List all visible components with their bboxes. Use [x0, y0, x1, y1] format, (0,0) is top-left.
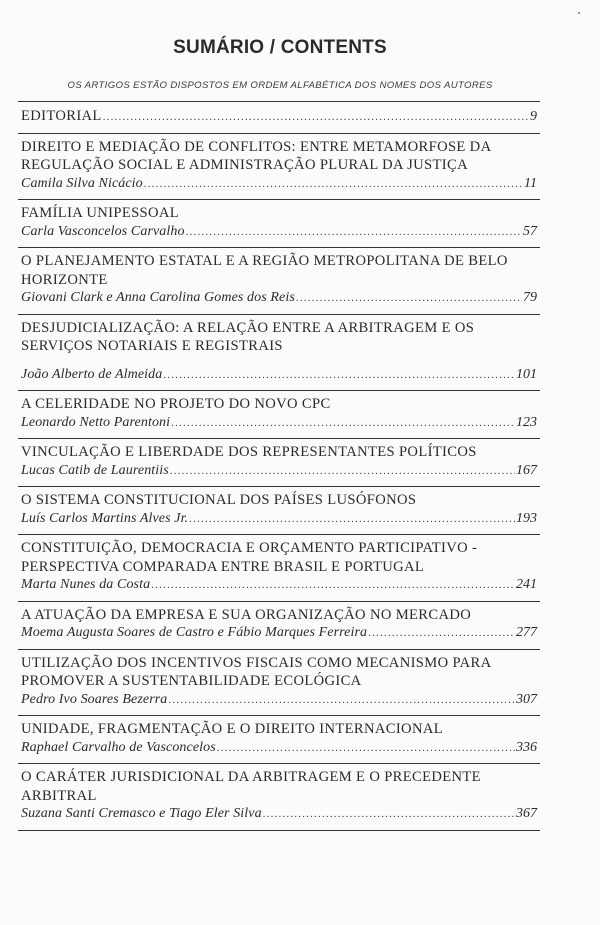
toc-page-number: 79 [523, 290, 537, 305]
toc-entry-editorial[interactable] [18, 103, 540, 134]
scan-speck [578, 12, 580, 14]
toc-entry-author: João Alberto de Almeida [21, 366, 163, 382]
toc-entry[interactable] [18, 248, 540, 315]
leader-dots [368, 624, 515, 643]
toc-leader-line [21, 107, 537, 127]
leader-dots [296, 289, 522, 308]
toc-page-number: 101 [516, 366, 537, 382]
toc-entry-title: UTILIZAÇÃO DOS INCENTIVOS FISCAIS COMO MECANISMO PARA PROMOVER A SUSTENTABILIDADE ECOLÓGICA [21, 654, 491, 689]
toc-entry[interactable] [18, 391, 540, 439]
leader-dots [263, 805, 515, 824]
toc-entry-title: EDITORIAL [21, 108, 102, 124]
toc-leader-line [21, 175, 537, 194]
toc-entry[interactable] [18, 487, 540, 535]
toc-page-number: 336 [516, 739, 537, 755]
toc-leader-line [21, 462, 537, 481]
toc-leader-line [21, 805, 537, 824]
toc-page-number: 277 [516, 625, 537, 640]
toc-entry-title: FAMÍLIA UNIPESSOAL [21, 205, 180, 221]
toc-entry-title: DIREITO E MEDIAÇÃO DE CONFLITOS: ENTRE METAMORFOSE DA REGULAÇÃO SOCIAL E ADMINISTRAÇÃO PLURAL DA JUSTIÇA [21, 138, 491, 173]
toc-entry-title: A CELERIDADE NO PROJETO DO NOVO CPC [21, 396, 331, 412]
toc-page-number: 9 [530, 109, 537, 124]
toc-entry-author: Luís Carlos Martins Alves Jr. [21, 510, 189, 526]
toc-leader-line [21, 576, 537, 595]
toc-entry-author: Lucas Catib de Laurentiis [21, 462, 169, 478]
toc-entry-author: Carla Vasconcelos Carvalho [21, 223, 185, 239]
leader-dots [163, 366, 515, 385]
leader-dots [189, 510, 515, 529]
table-of-contents [18, 103, 540, 831]
toc-leader-line [21, 366, 537, 385]
toc-entry[interactable] [18, 315, 540, 392]
leader-dots [171, 414, 515, 433]
toc-page-number: 367 [516, 806, 537, 821]
toc-entry-title: A ATUAÇÃO DA EMPRESA E SUA ORGANIZAÇÃO NO MERCADO [21, 606, 472, 623]
leader-dots [151, 576, 515, 595]
toc-entry[interactable] [18, 650, 540, 717]
toc-leader-line [21, 223, 537, 242]
toc-entry[interactable] [18, 602, 540, 650]
toc-entry-author: Marta Nunes da Costa [21, 577, 151, 592]
leader-dots [186, 223, 522, 242]
toc-entry-author: Raphael Carvalho de Vasconcelos [21, 739, 216, 755]
toc-leader-line [21, 414, 537, 433]
toc-entry[interactable] [18, 764, 540, 831]
toc-entry-author: Pedro Ivo Soares Bezerra [21, 691, 168, 707]
page-title: SUMÁRIO / CONTENTS [173, 37, 387, 58]
toc-entry-author: Giovani Clark e Anna Carolina Gomes dos Reis [21, 290, 295, 305]
toc-page-number: 307 [516, 691, 537, 707]
toc-entry-title: O SISTEMA CONSTITUCIONAL DOS PAÍSES LUSÓFONOS [21, 492, 417, 508]
top-rule [18, 101, 540, 102]
toc-page-number: 241 [516, 577, 537, 592]
toc-entry-title: CONSTITUIÇÃO, DEMOCRACIA E ORÇAMENTO PARTICIPATIVO - PERSPECTIVA COMPARADA ENTRE BRASIL E PORTUGAL [21, 540, 478, 575]
toc-page-number: 57 [523, 223, 537, 239]
toc-entry-title: O CARÁTER JURISDICIONAL DA ARBITRAGEM E O PRECEDENTE ARBITRAL [21, 769, 481, 804]
toc-page-number: 167 [516, 462, 537, 478]
toc-entry-author: Moema Augusta Soares de Castro e Fábio Marques Ferreira [21, 625, 368, 640]
toc-entry-author: Leonardo Netto Parentoni [21, 414, 171, 430]
toc-leader-line [21, 691, 537, 710]
toc-entry[interactable] [18, 200, 540, 248]
spacer [21, 356, 537, 366]
toc-entry-title: DESJUDICIALIZAÇÃO: A RELAÇÃO ENTRE A ARBITRAGEM E OS SERVIÇOS NOTARIAIS E REGISTRAIS [21, 319, 475, 354]
toc-page-number: 123 [516, 414, 537, 430]
toc-entry[interactable] [18, 439, 540, 487]
leader-dots [217, 739, 515, 758]
toc-entry[interactable] [18, 134, 540, 201]
toc-entry-author: Camila Silva Nicácio [21, 175, 143, 191]
toc-entry[interactable] [18, 716, 540, 764]
toc-leader-line [21, 510, 537, 529]
toc-leader-line [21, 289, 537, 308]
toc-page-number: 193 [516, 510, 537, 526]
toc-leader-line [21, 739, 537, 758]
toc-leader-line [21, 624, 537, 643]
leader-dots [144, 175, 523, 194]
leader-dots [170, 462, 515, 481]
toc-page-number: 11 [524, 175, 537, 191]
leader-dots [168, 691, 515, 710]
toc-entry-title: O PLANEJAMENTO ESTATAL E A REGIÃO METROPOLITANA DE BELO HORIZONTE [21, 253, 508, 288]
leader-dots [103, 108, 529, 127]
page-subtitle: OS ARTIGOS ESTÃO DISPOSTOS EM ORDEM ALFABÉTICA DOS NOMES DOS AUTORES [67, 80, 493, 91]
toc-entry-title: UNIDADE, FRAGMENTAÇÃO E O DIREITO INTERNACIONAL [21, 721, 443, 737]
toc-entry-title: VINCULAÇÃO E LIBERDADE DOS REPRESENTANTES POLÍTICOS [21, 444, 477, 460]
toc-entry[interactable] [18, 535, 540, 602]
toc-entry-author: Suzana Santi Cremasco e Tiago Eler Silva [21, 806, 262, 821]
